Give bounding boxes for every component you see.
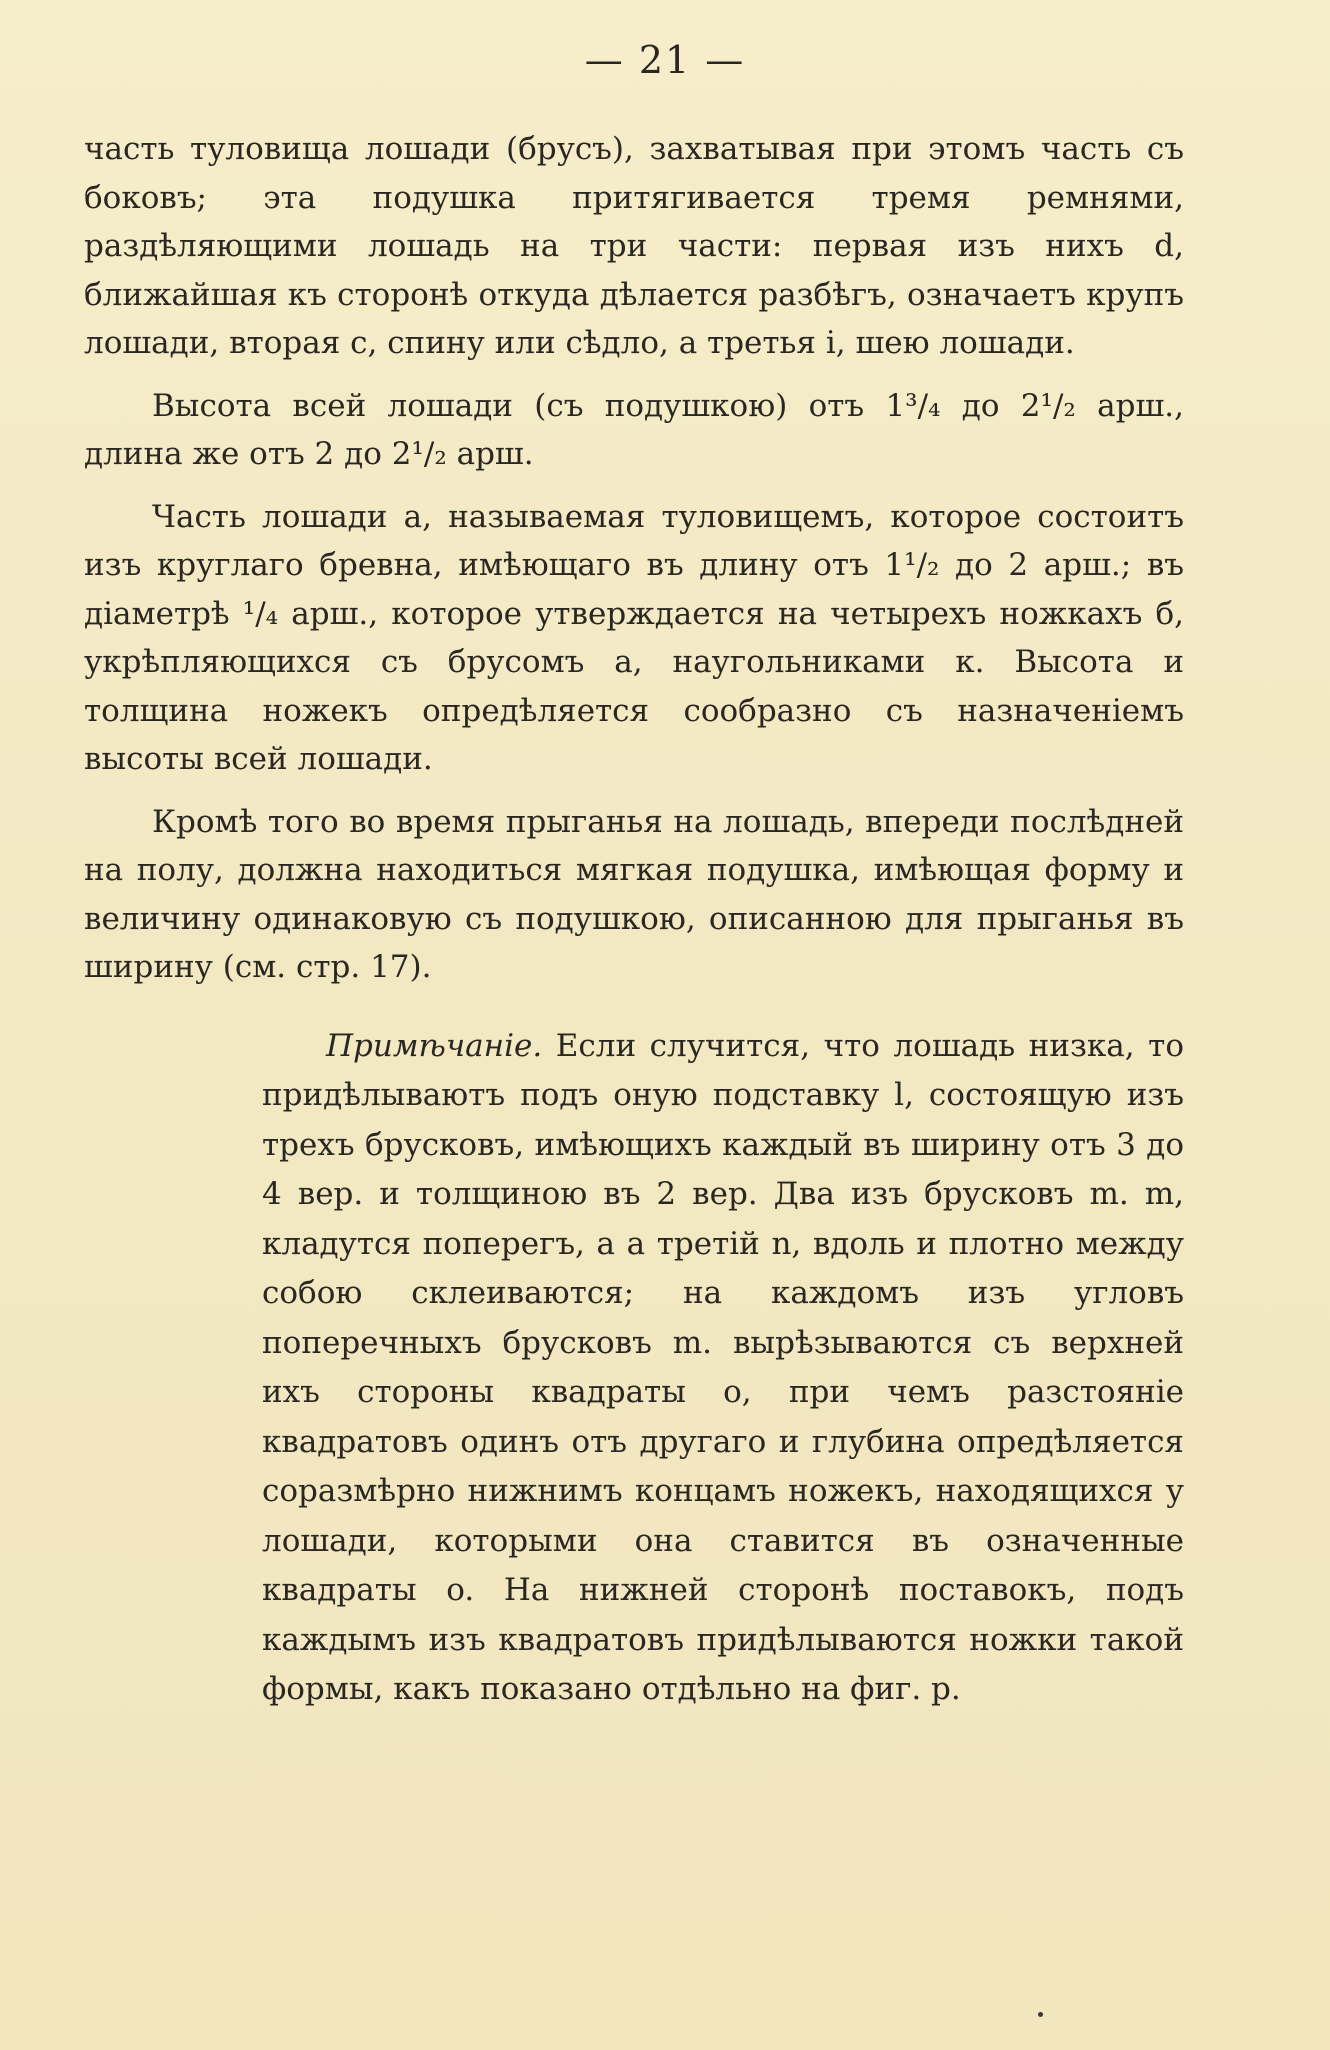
page-number: — 21 — (584, 38, 746, 82)
ink-speck (1038, 2012, 1043, 2017)
note-lead: Примѣчаніе. (326, 1027, 543, 1064)
footnote-note (262, 1022, 1184, 1715)
note-text: Если случится, что лошадь низка, то придѣлываютъ подъ оную подставку l, состоящую изъ трехъ брусковъ, имѣющихъ каждый въ ширину отъ 3 до 4 вер. и толщиною въ 2 вер. Два изъ брусковъ m. m, кладутся поперегъ, а а третій n, вдоль и плотно между собою склеиваются; на каждомъ изъ угловъ поперечныхъ брусковъ m. вырѣзываются съ верхней ихъ стороны квадраты o, при чемъ разстояніе квадратовъ одинъ отъ другаго и глубина опредѣляется соразмѣрно нижнимъ концамъ ножекъ, находящихся у лошади, которыми она ставится въ означенные квадраты o. На нижней сторонѣ поставокъ, подъ каждымъ изъ квадратовъ придѣлываются ножки такой формы, какъ показано отдѣльно на фиг. p. (262, 1027, 1184, 1707)
paragraph-4: Кромѣ того во время прыганья на лошадь, впереди послѣдней на полу, должна находиться мягкая подушка, имѣющая форму и величину одинаковую съ подушкою, описанною для прыганья въ ширину (см. стр. 17). (84, 803, 1184, 985)
main-text (84, 125, 1184, 1715)
paragraph-2: Высота всей лошади (съ подушкою) отъ 1³/₄ до 2¹/₂ арш., длина же отъ 2 до 2¹/₂ арш. (84, 387, 1184, 472)
paragraph-3: Часть лошади a, называемая туловищемъ, которое состоитъ изъ круглаго бревна, имѣющаго въ длину отъ 1¹/₂ до 2 арш.; въ діаметрѣ ¹/₄ арш., которое утверждается на четырехъ ножкахъ б, укрѣпляющихся съ брусомъ a, наугольниками к. Высота и толщина ножекъ опредѣляется сообразно съ назначеніемъ высоты всей лошади. (84, 498, 1184, 777)
paragraph-1: часть туловища лошади (брусъ), захватывая при этомъ часть съ боковъ; эта подушка притягивается тремя ремнями, раздѣляющими лошадь на три части: первая изъ нихъ d, ближайшая къ сторонѣ откуда дѣлается разбѣгъ, означаетъ крупъ лошади, вторая c, спину или сѣдло, а третья i, шею лошади. (84, 131, 1184, 361)
